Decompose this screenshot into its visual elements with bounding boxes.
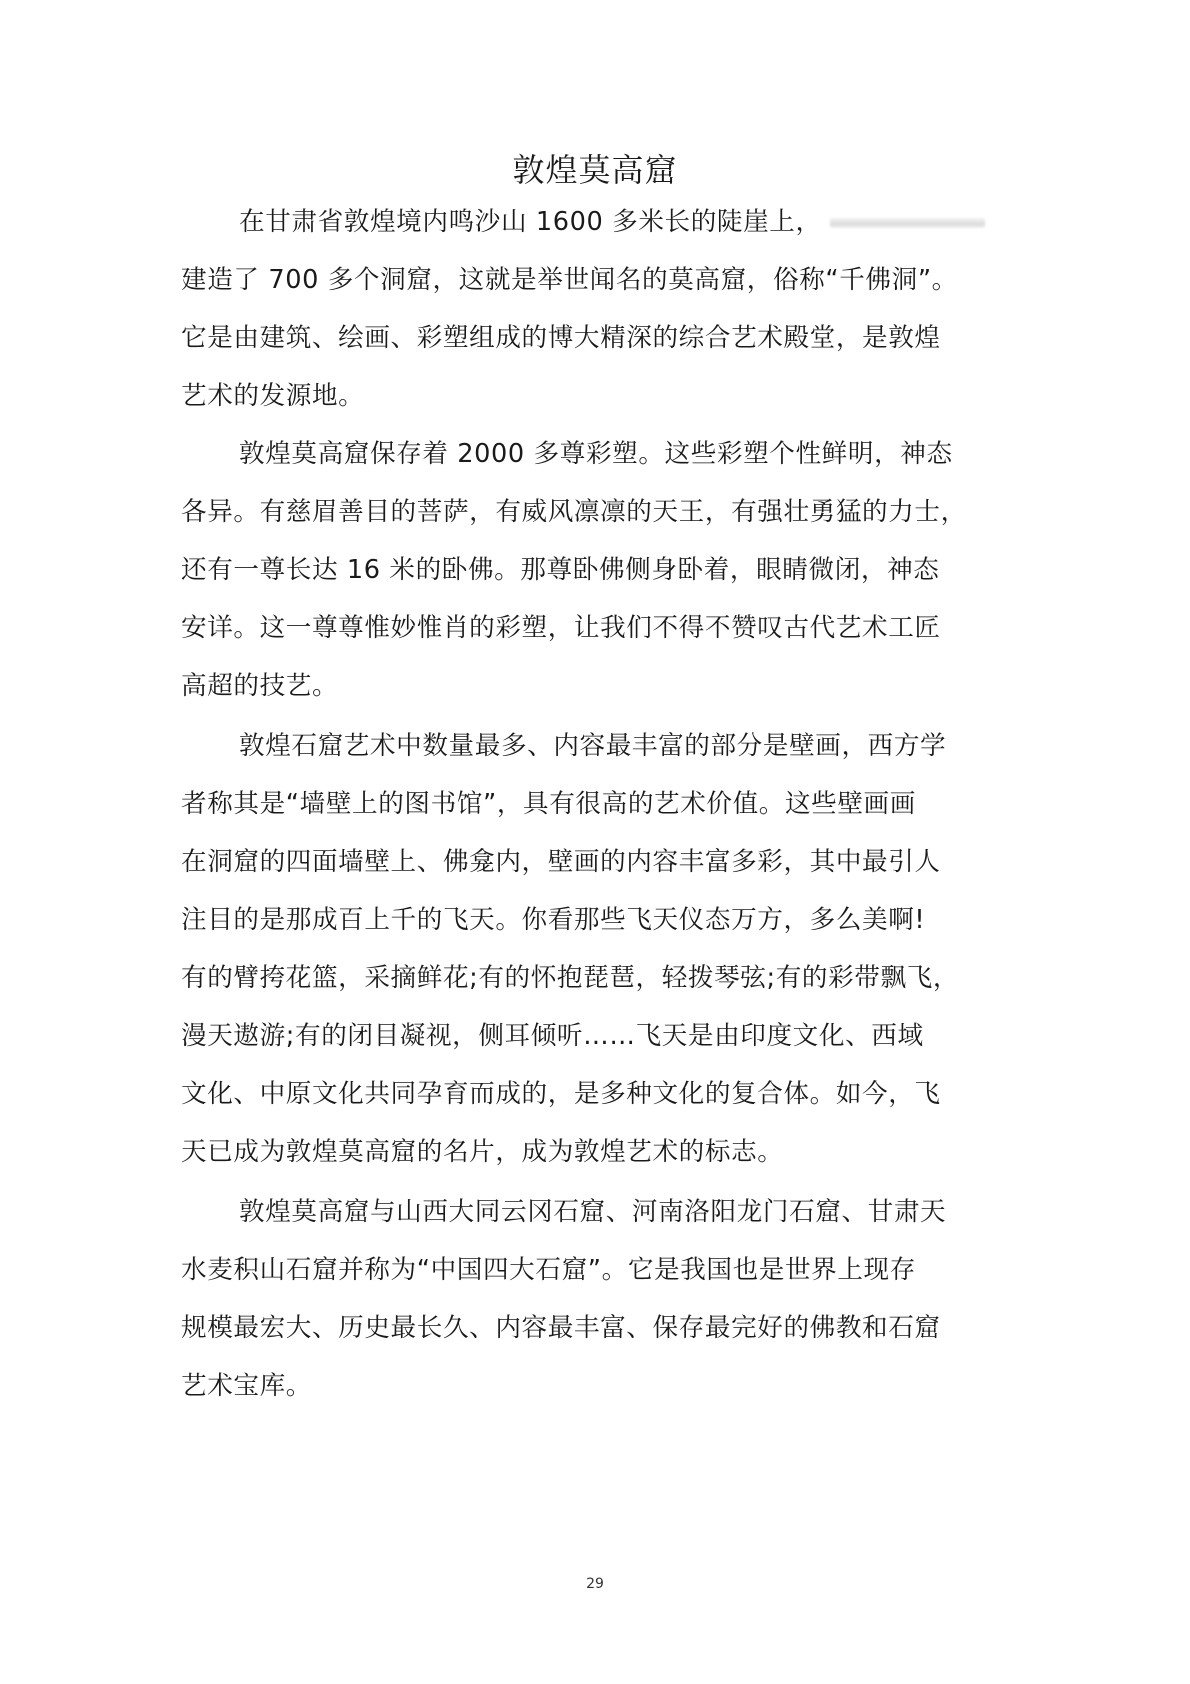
text-line: 高超的技艺。: [181, 671, 339, 701]
text-line: 艺术的发源地。: [181, 381, 365, 411]
text-line: 敦煌莫高窟与山西大同云冈石窟、河南洛阳龙门石窟、甘肃天: [239, 1197, 947, 1227]
text-line: 有的臂挎花篮，采摘鲜花;有的怀抱琵琶，轻拨琴弦;有的彩带飘飞，: [181, 963, 960, 993]
text-line: 安详。这一尊尊惟妙惟肖的彩塑，让我们不得不赞叹古代艺术工匠: [181, 613, 941, 643]
text-line: 漫天遨游;有的闭目凝视，侧耳倾听……飞天是由印度文化、西域: [181, 1021, 924, 1051]
text-line: 天已成为敦煌莫高窟的名片，成为敦煌艺术的标志。: [181, 1137, 784, 1167]
text-line: 注目的是那成百上千的飞天。你看那些飞天仪态万方，多么美啊!: [181, 905, 926, 935]
text-line: 敦煌石窟艺术中数量最多、内容最丰富的部分是壁画，西方学: [239, 731, 947, 761]
text-line: 在洞窟的四面墙壁上、佛龛内，壁画的内容丰富多彩，其中最引人: [181, 847, 941, 877]
text-line: 它是由建筑、绘画、彩塑组成的博大精深的综合艺术殿堂，是敦煌: [181, 323, 941, 353]
text-line: 艺术宝库。: [181, 1371, 312, 1401]
page-number: 29: [586, 1576, 604, 1592]
text-line: 各异。有慈眉善目的菩萨，有威风凛凛的天王，有强壮勇猛的力士，: [181, 497, 967, 527]
smudged-text-mark: [830, 218, 985, 228]
line-text: 在甘肃省敦煌境内鸣沙山 1600 多米长的陡崖上，: [239, 207, 822, 237]
text-line: 敦煌莫高窟保存着 2000 多尊彩塑。这些彩塑个性鲜明，神态: [239, 439, 953, 469]
text-line: 水麦积山石窟并称为“中国四大石窟”。它是我国也是世界上现存: [181, 1255, 916, 1285]
text-line: 规模最宏大、历史最长久、内容最丰富、保存最完好的佛教和石窟: [181, 1313, 941, 1343]
text-line: 还有一尊长达 16 米的卧佛。那尊卧佛侧身卧着，眼睛微闭，神态: [181, 555, 940, 585]
text-line: 建造了 700 多个洞窟，这就是举世闻名的莫高窟，俗称“千佛洞”。: [181, 265, 958, 295]
text-line: [239, 202, 985, 242]
text-line: 文化、中原文化共同孕育而成的，是多种文化的复合体。如今，飞: [181, 1079, 941, 1109]
page-title: 敦煌莫高窟: [512, 151, 678, 189]
text-line: 者称其是“墙壁上的图书馆”，具有很高的艺术价值。这些壁画画: [181, 789, 916, 819]
